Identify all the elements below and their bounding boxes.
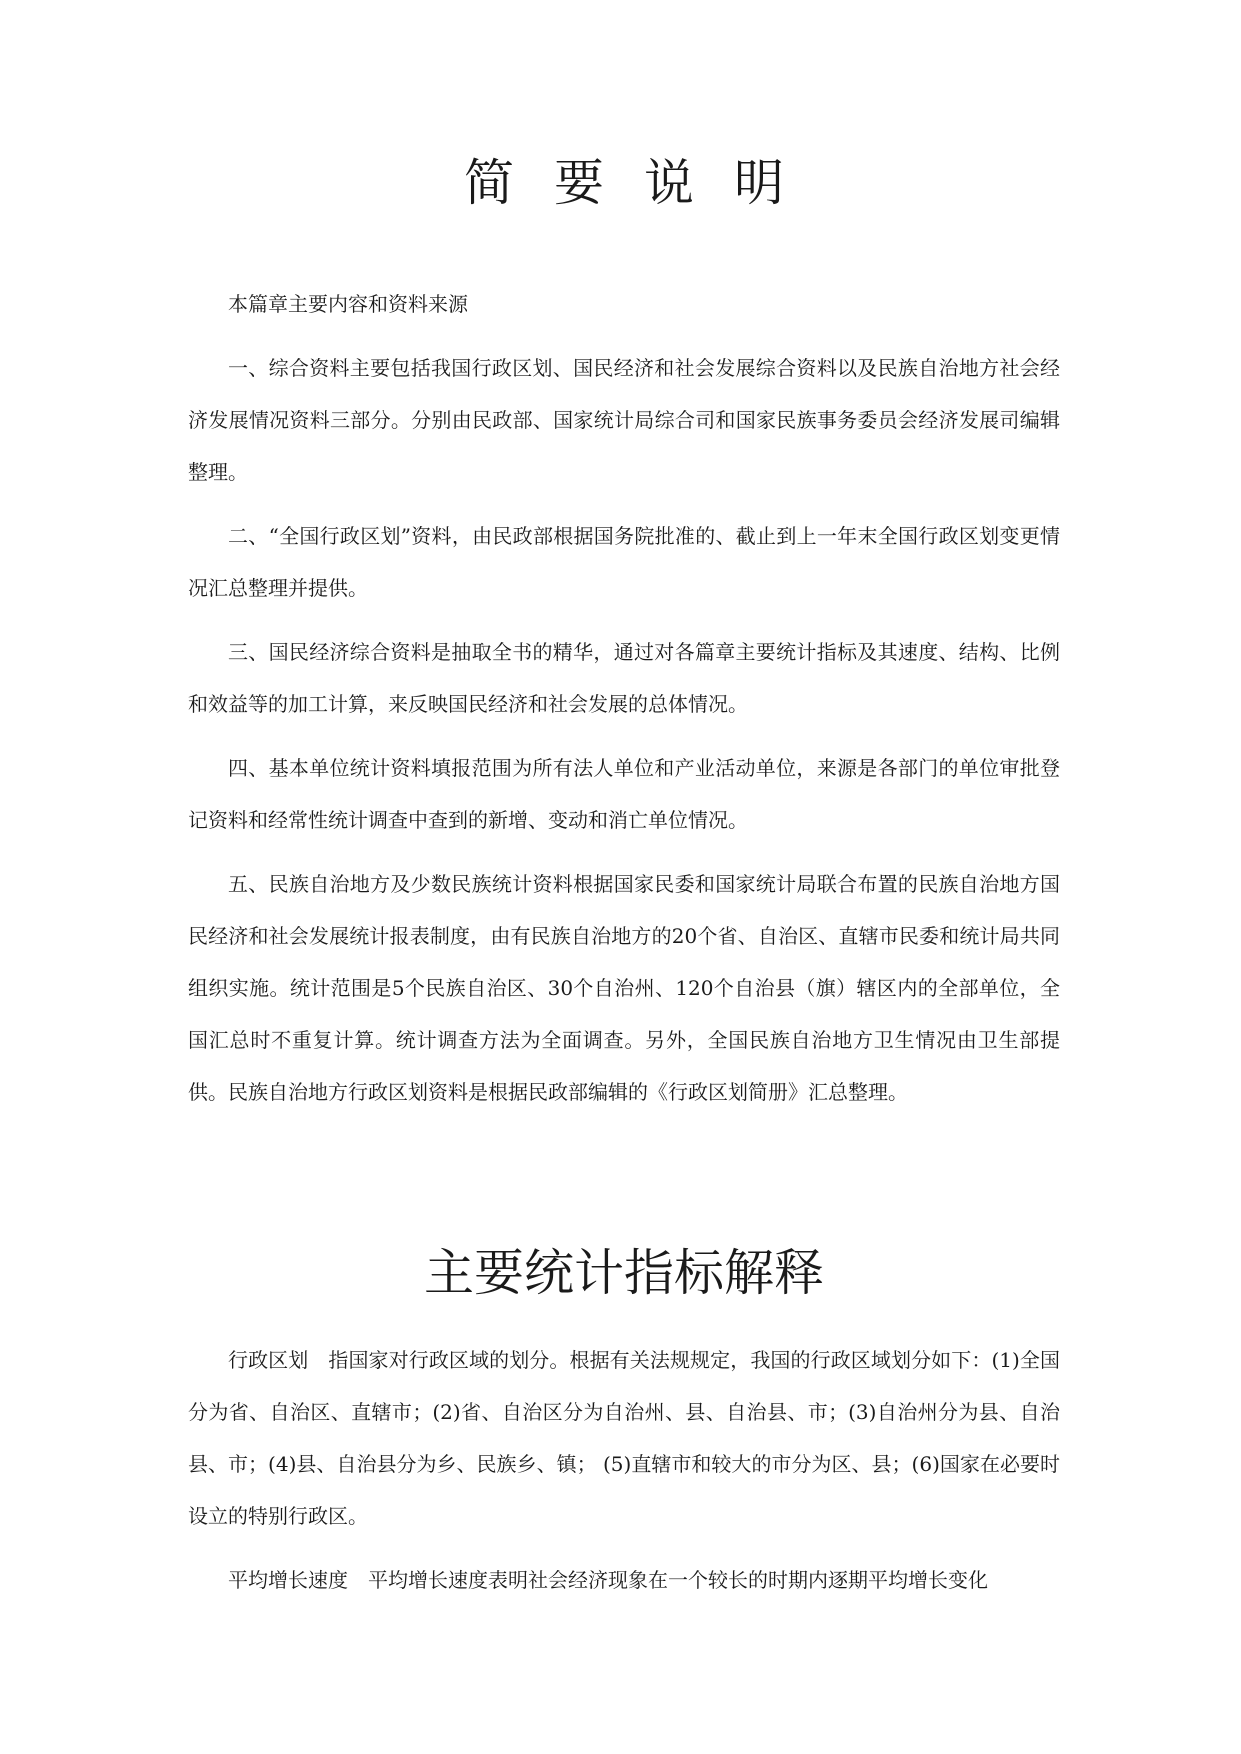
paragraph-4: 四、基本单位统计资料填报范围为所有法人单位和产业活动单位，来源是各部门的单位审批登记资料和经常性统计调查中查到的新增、变动和消亡单位情况。: [188, 756, 1060, 832]
section-notes: [188, 278, 1060, 1118]
page-title: 简要说明: [464, 154, 824, 212]
definition-term: 平均增长速度: [228, 1568, 348, 1592]
definition-text: 指国家对行政区域的划分。根据有关法规规定，我国的行政区域划分如下：(1)全国分为省、自治区、直辖市；(2)省、自治区分为自治州、县、自治县、市；(3)自治州分为县、自治县、市；(4)县、自治县分为乡、民族乡、镇； (5)直辖市和较大的市分为区、县；(6)国家在必要时设立的特别行政区。: [188, 1348, 1060, 1528]
section-definitions: [188, 1334, 1060, 1606]
paragraph-1: 一、综合资料主要包括我国行政区划、国民经济和社会发展综合资料以及民族自治地方社会经济发展情况资料三部分。分别由民政部、国家统计局综合司和国家民族事务委员会经济发展司编辑整理。: [188, 356, 1060, 484]
definition-text: 平均增长速度表明社会经济现象在一个较长的时期内逐期平均增长变化: [368, 1568, 988, 1592]
definition-entry: [188, 1334, 1060, 1542]
paragraph-5: 五、民族自治地方及少数民族统计资料根据国家民委和国家统计局联合布置的民族自治地方国民经济和社会发展统计报表制度，由有民族自治地方的20个省、自治区、直辖市民委和统计局共同组织实施。统计范围是5个民族自治区、30个自治州、120个自治县（旗）辖区内的全部单位，全国汇总时不重复计算。统计调查方法为全面调查。另外，全国民族自治地方卫生情况由卫生部提供。民族自治地方行政区划资料是根据民政部编辑的《行政区划简册》汇总整理。: [188, 872, 1060, 1104]
paragraph-3: 三、国民经济综合资料是抽取全书的精华，通过对各篇章主要统计指标及其速度、结构、比例和效益等的加工计算，来反映国民经济和社会发展的总体情况。: [188, 640, 1060, 716]
paragraph-2: 二、“全国行政区划”资料，由民政部根据国务院批准的、截止到上一年末全国行政区划变更情况汇总整理并提供。: [188, 524, 1060, 600]
definition-entry: [188, 1554, 1060, 1606]
section-intro: 本篇章主要内容和资料来源: [228, 292, 468, 316]
definition-term: 行政区划: [228, 1348, 309, 1372]
section-title: 主要统计指标解释: [424, 1244, 824, 1302]
